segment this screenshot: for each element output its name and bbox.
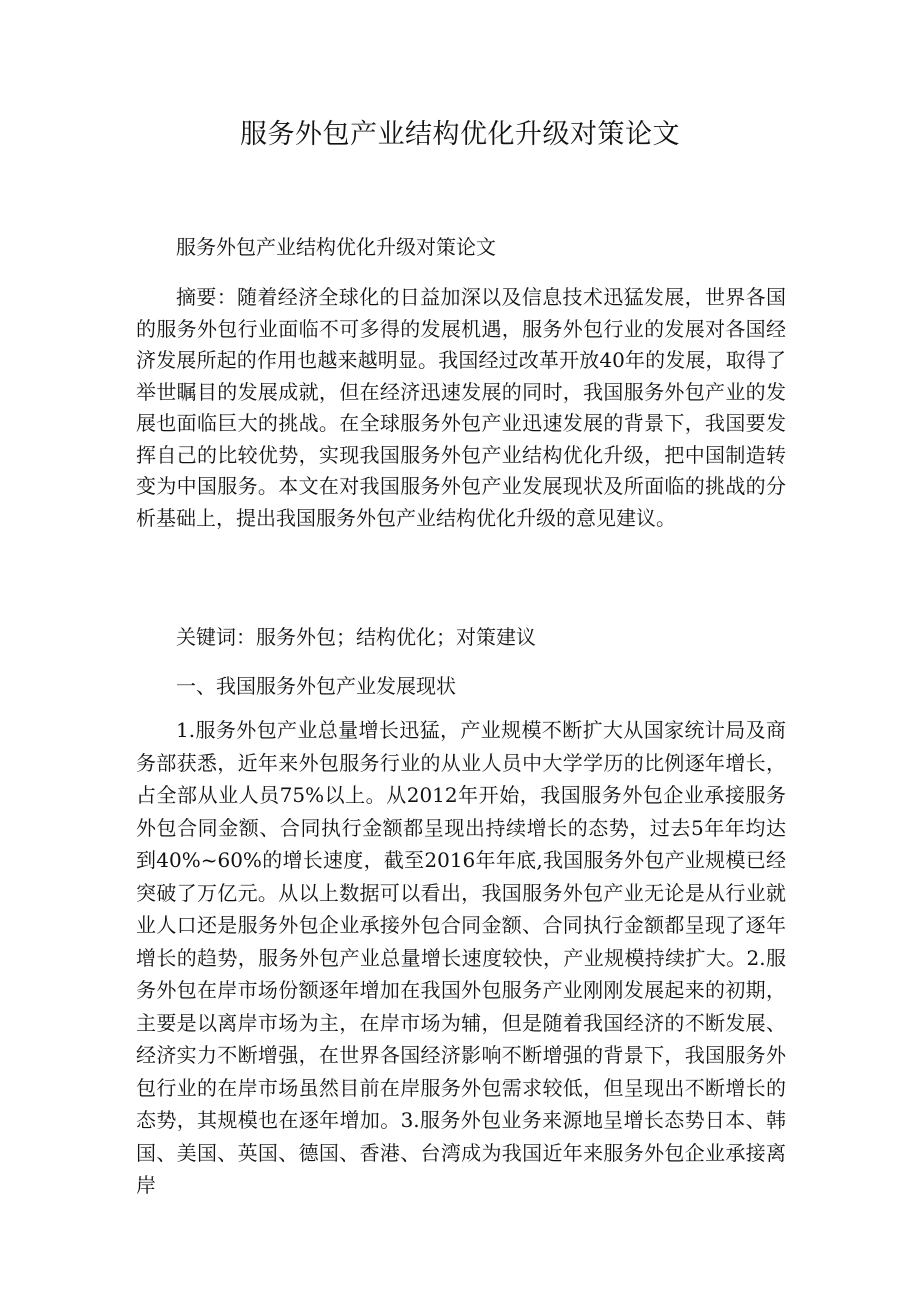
document-title: 服务外包产业结构优化升级对策论文 [240, 119, 680, 150]
section-heading-block [136, 671, 786, 703]
keywords-block [136, 622, 786, 654]
abstract-block [136, 282, 786, 534]
abstract-paragraph: 摘要：随着经济全球化的日益加深以及信息技术迅猛发展，世界各国的服务外包行业面临不可多得的发展机遇，服务外包行业的发展对各国经济发展所起的作用也越来越明显。我国经过改革开放40年的发展，取得了举世瞩目的发展成就，但在经济迅速发展的同时，我国服务外包产业的发展也面临巨大的挑战。在全球服务外包产业迅速发展的背景下，我国要发挥自己的比较优势，实现我国服务外包产业结构优化升级，把中国制造转变为中国服务。本文在对我国服务外包产业发展现状及所面临的挑战的分析基础上，提出我国服务外包产业结构优化升级的意见建议。 [136, 285, 786, 530]
keywords-line: 关键词：服务外包；结构优化；对策建议 [176, 625, 536, 649]
subtitle-block [136, 232, 786, 264]
body-paragraph: 1.服务外包产业总量增长迅猛，产业规模不断扩大从国家统计局及商务部获悉，近年来外包服务行业的从业人员中大学学历的比例逐年增长，占全部从业人员75%以上。从2012年开始，我国服务外包企业承接服务外包合同金额、合同执行金额都呈现出持续增长的态势，过去5年年均达到40%~60%的增长速度，截至2016年年底,我国服务外包产业规模已经突破了万亿元。从以上数据可以看出，我国服务外包产业无论是从行业就业人口还是服务外包企业承接外包合同金额、合同执行金额都呈现了逐年增长的趋势，服务外包产业总量增长速度较快，产业规模持续扩大。2.服务外包在岸市场份额逐年增加在我国外包服务产业刚刚发展起来的初期，主要是以离岸市场为主，在岸市场为辅，但是随着我国经济的不断发展、经济实力不断增强，在世界各国经济影响不断增强的背景下，我国服务外包行业的在岸市场虽然目前在岸服务外包需求较低，但呈现出不断增长的态势，其规模也在逐年增加。3.服务外包业务来源地呈增长态势日本、韩国、美国、英国、德国、香港、台湾成为我国近年来服务外包企业承接离岸 [136, 718, 786, 1197]
document-subtitle: 服务外包产业结构优化升级对策论文 [176, 235, 496, 259]
section-heading: 一、我国服务外包产业发展现状 [176, 674, 456, 698]
body-text-block [136, 714, 786, 1202]
